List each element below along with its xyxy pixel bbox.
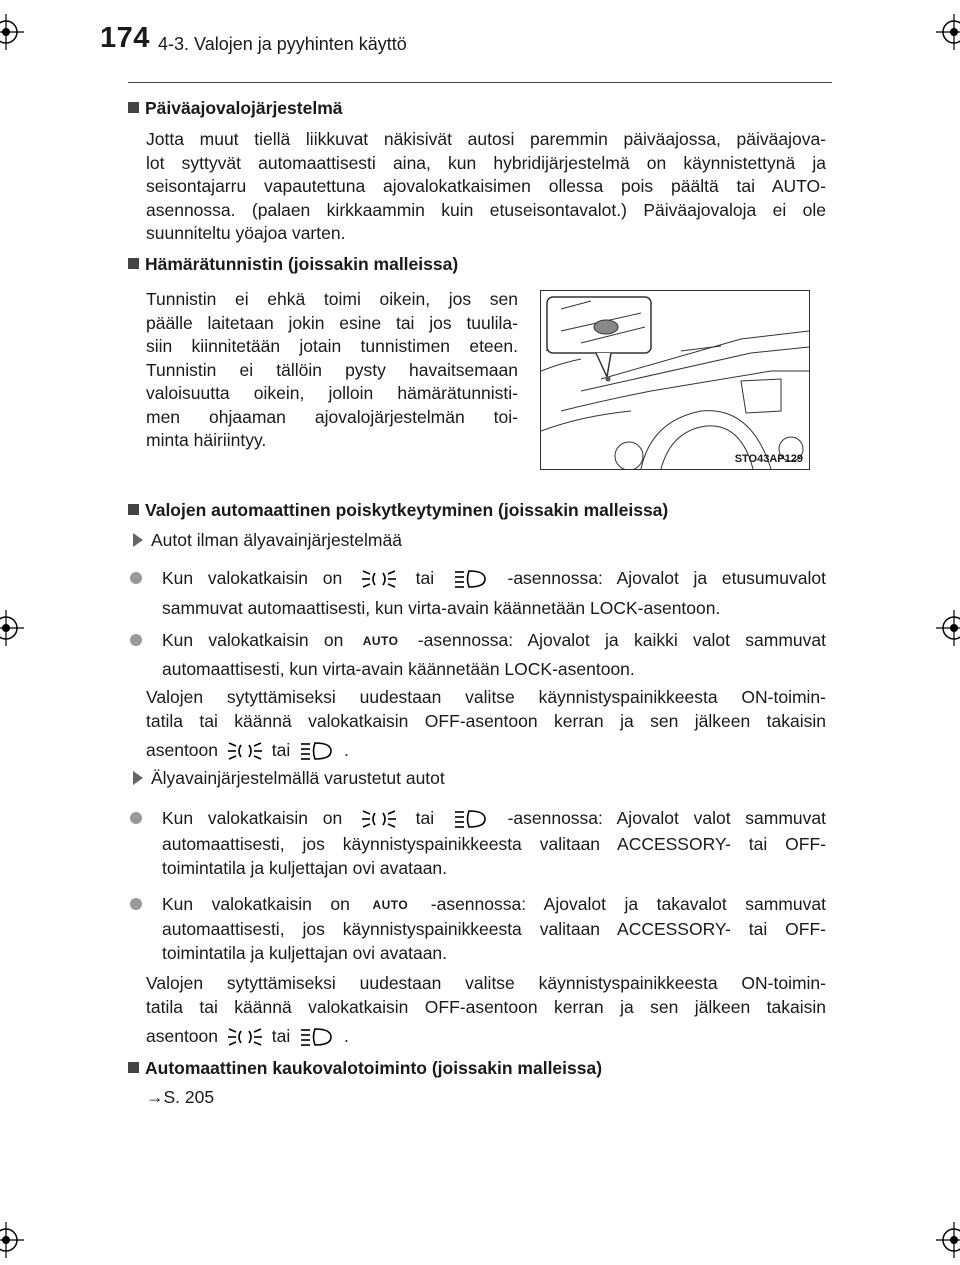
- smartkey-note: Valojen sytyttämiseksi uudestaan valitse käynnistyspainikkeesta ON-toimin- tatila tai käännä valokatkaisin OFF-asentoon kerran ja sen jälkeen takaisin asentoon tai .: [146, 972, 826, 1049]
- section-heading-sensor: Hämärätunnistin (joissakin malleissa): [128, 254, 458, 275]
- registration-mark-icon: [936, 610, 960, 646]
- list-item: Kun valokatkaisin on AUTO -asennossa: Ajovalot ja takavalot sammuvat automaattisesti, jos käynnistyspainikkeesta valitaan ACCESSORY- tai OFF- toimintatila ja kuljettajan ovi avataan.: [130, 892, 826, 965]
- section-heading-drl: Päiväajovalojärjestelmä: [128, 98, 342, 119]
- headlight-icon: [453, 808, 489, 830]
- parking-lights-icon: [227, 740, 263, 762]
- list-item: Kun valokatkaisin on tai -asennossa: Ajovalot ja etusumuvalot sammuvat automaattisesti, kun virta-avain käännetään LOCK-asentoon.: [130, 566, 826, 620]
- headlight-icon: [299, 740, 335, 762]
- parking-lights-icon: [227, 1026, 263, 1048]
- sensor-paragraph: Tunnistin ei ehkä toimi oikein, jos sen päälle laitetaan jokin esine tai jos tuulila- siin kiinnitetään jotain tunnistimen eteen. Tunnistin ei tällöin pysty havaitsemaan valoisuutta oikein, jolloin hämärätunnisti- men ohjaaman ajovalojärjestelmän toi- minta häiriintyy.: [146, 289, 518, 450]
- registration-mark-icon: [936, 1222, 960, 1258]
- section-heading-autooff: Valojen automaattinen poiskytkeytyminen (joissakin malleissa): [128, 500, 668, 521]
- dashboard-illustration: [541, 291, 809, 469]
- registration-mark-icon: [0, 610, 24, 646]
- auto-icon: AUTO: [372, 898, 409, 913]
- square-bullet-icon: [128, 504, 139, 515]
- drl-paragraph: Jotta muut tiellä liikkuvat näkisivät autosi paremmin päiväajossa, päiväajova- lot syttyvät automaattisesti aina, kun hybridijärjestelmä on käynnistettynä ja seisontajarru vapautettuna ajovalokatkaisimen ollessa pois päältä tai AUTO- asennossa. (palaen kirkkaammin kuin etuseisontavalot.) Päiväajovaloja ei ole suunniteltu yöajoa varten.: [146, 129, 826, 243]
- dashboard-sensor-figure: [540, 290, 810, 470]
- square-bullet-icon: [128, 258, 139, 269]
- page-reference[interactable]: →S. 205: [146, 1087, 215, 1107]
- round-bullet-icon: [130, 634, 142, 646]
- page-number: 174: [100, 22, 150, 54]
- registration-mark-icon: [936, 14, 960, 50]
- parking-lights-icon: [361, 568, 397, 590]
- subheading-no-smartkey: Autot ilman älyavainjärjestelmää: [133, 530, 402, 551]
- square-bullet-icon: [128, 1062, 139, 1073]
- square-bullet-icon: [128, 102, 139, 113]
- subheading-smartkey: Älyavainjärjestelmällä varustetut autot: [133, 768, 445, 789]
- list-item: Kun valokatkaisin on tai -asennossa: Ajovalot valot sammuvat automaattisesti, jos käynnistyspainikkeesta valitaan ACCESSORY- tai OFF- toimintatila ja kuljettajan ovi avataan.: [130, 806, 826, 880]
- triangle-bullet-icon: [133, 771, 143, 785]
- chapter-title: 4-3. Valojen ja pyyhinten käyttö: [158, 34, 407, 54]
- headlight-icon: [453, 568, 489, 590]
- headlight-icon: [299, 1026, 335, 1048]
- header-rule: [128, 82, 832, 83]
- registration-mark-icon: [0, 1222, 24, 1258]
- parking-lights-icon: [361, 808, 397, 830]
- figure-label: STO43AP129: [734, 453, 803, 465]
- list-item: Kun valokatkaisin on AUTO -asennossa: Ajovalot ja kaikki valot sammuvat automaattisesti, kun virta-avain käännetään LOCK-asentoon.: [130, 628, 826, 681]
- nokey-note: Valojen sytyttämiseksi uudestaan valitse käynnistyspainikkeesta ON-toimin- tatila tai käännä valokatkaisin OFF-asentoon kerran ja sen jälkeen takaisin asentoon tai .: [146, 686, 826, 763]
- auto-icon: AUTO: [362, 634, 399, 649]
- round-bullet-icon: [130, 812, 142, 824]
- registration-mark-icon: [0, 14, 24, 50]
- section-heading-highbeam: Automaattinen kaukovalotoiminto (joissakin malleissa): [128, 1058, 602, 1079]
- round-bullet-icon: [130, 572, 142, 584]
- triangle-bullet-icon: [133, 533, 143, 547]
- round-bullet-icon: [130, 898, 142, 910]
